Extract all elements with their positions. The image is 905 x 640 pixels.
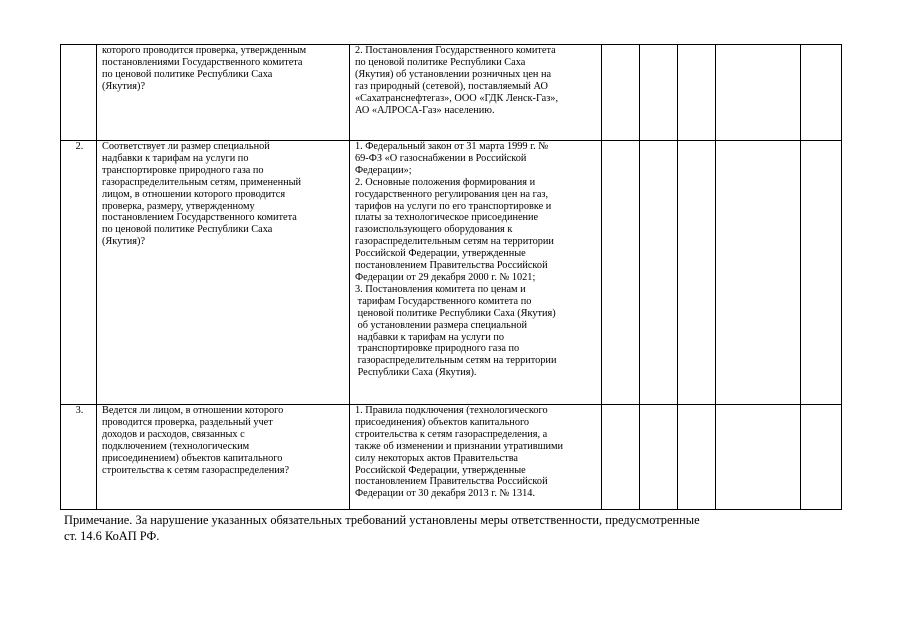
legal-reference-cell [350,141,602,405]
question-line: присоединением) объектов капитального [102,452,283,464]
reference-line: государственного регулирования цен на газ, [355,188,549,200]
reference-line: ценовой политике Республики Саха (Якутия) [355,307,556,319]
question-line: постановлением Государственного комитета [102,212,297,224]
footnote [64,513,700,544]
reference-line: Российской Федерации, утвержденные [355,248,526,260]
answer-yes-cell[interactable] [602,45,640,141]
reference-line: тарифам Государственного комитета по [355,295,532,307]
reference-line: 69-ФЗ «О газоснабжении в Российской [355,152,527,164]
answer-not-applicable-cell[interactable] [678,45,716,141]
comment-cell[interactable] [716,45,801,141]
comment-cell[interactable] [716,141,801,405]
extra-cell[interactable] [801,141,842,405]
answer-no-cell[interactable] [640,141,678,405]
footnote-line: ст. 14.6 КоАП РФ. [64,528,160,543]
reference-line: газ природный (сетевой), поставляемый АО [355,80,548,92]
reference-line: газоиспользующего оборудования к [355,224,513,236]
reference-line: постановлением Правительства Российской [355,260,548,272]
row-number: 2. [61,141,97,405]
question-line: лицом, в отношении которого проводится [102,188,286,200]
comment-cell[interactable] [716,405,801,510]
question-line: проверка, размеру, утвержденному [102,200,255,212]
reference-line: 1. Правила подключения (технологического [355,405,548,416]
question-line: Соответствует ли размер специальной [102,141,270,152]
reference-line: тарифов на услуги по его транспортировке и [355,200,552,212]
question-line: Ведется ли лицом, в отношении которого [102,405,284,416]
question-line: по ценовой политике Республики Саха [102,224,273,236]
question-line: постановлениями Государственного комитета [102,56,303,68]
reference-line: по ценовой политике Республики Саха [355,56,526,68]
reference-line: постановлением Правительства Российской [355,476,548,488]
question-line: строительства к сетям газораспределения? [102,464,290,476]
question-line: (Якутия)? [102,236,146,248]
answer-no-cell[interactable] [640,405,678,510]
reference-line: Российской Федерации, утвержденные [355,464,526,476]
table-row [61,141,842,405]
question-line: подключением (технологическим [102,440,250,452]
question-line: (Якутия)? [102,80,146,92]
question-line: надбавки к тарифам на услуги по [102,152,249,164]
reference-line: Федерации от 30 декабря 2013 г. № 1314. [355,488,536,500]
question-cell [97,405,350,510]
question-line: доходов и расходов, связанных с [102,428,245,440]
reference-line: газораспределительным сетям на территории [355,355,557,367]
question-line: газораспределительным сетям, примененный [102,176,302,188]
answer-yes-cell[interactable] [602,141,640,405]
question-line: проводится проверка, раздельный учет [102,416,273,428]
reference-line: Федерации»; [355,164,412,176]
table-row [61,45,842,141]
reference-line: АО «АЛРОСА-Газ» населению. [355,104,495,116]
question-cell [97,45,350,141]
reference-line: строительства к сетям газораспределения, а [355,428,548,440]
requirements-table [60,44,842,510]
answer-not-applicable-cell[interactable] [678,141,716,405]
reference-line: Республики Саха (Якутия). [355,367,477,379]
reference-line: также об изменении и признании утратившими [355,440,564,452]
question-line: транспортировке природного газа по [102,164,264,176]
table-body [61,45,842,510]
extra-cell[interactable] [801,45,842,141]
reference-line: надбавки к тарифам на услуги по [355,331,505,343]
reference-line: Федерации от 29 декабря 2000 г. № 1021; [355,271,536,283]
reference-line: силу некоторых актов Правительства [355,452,519,464]
reference-line: (Якутия) об установлении розничных цен на [355,68,552,80]
row-number [61,45,97,141]
reference-line: платы за технологическое присоединение [355,212,539,224]
reference-line: 2. Основные положения формирования и [355,176,536,188]
reference-line: газораспределительным сетям на территории [355,236,554,248]
answer-not-applicable-cell[interactable] [678,405,716,510]
legal-reference-cell [350,45,602,141]
extra-cell[interactable] [801,405,842,510]
answer-yes-cell[interactable] [602,405,640,510]
reference-line: транспортировке природного газа по [355,343,520,355]
question-cell [97,141,350,405]
question-line: которого проводится проверка, утвержденным [102,45,307,56]
reference-line: присоединения) объектов капитального [355,416,530,428]
row-number: 3. [61,405,97,510]
footnote-line: Примечание. За нарушение указанных обязательных требований установлены меры ответственности, предусмотренные [64,513,700,527]
question-line: по ценовой политике Республики Саха [102,68,273,80]
answer-no-cell[interactable] [640,45,678,141]
reference-line: «Сахатранснефтегаз», ООО «ГДК Ленск-Газ», [355,92,559,104]
reference-line: 2. Постановления Государственного комитета [355,45,556,56]
legal-reference-cell [350,405,602,510]
table-row [61,405,842,510]
reference-line: 3. Постановления комитета по ценам и [355,283,526,295]
reference-line: об установлении размера специальной [355,319,528,331]
reference-line: 1. Федеральный закон от 31 марта 1999 г. № [355,141,549,152]
